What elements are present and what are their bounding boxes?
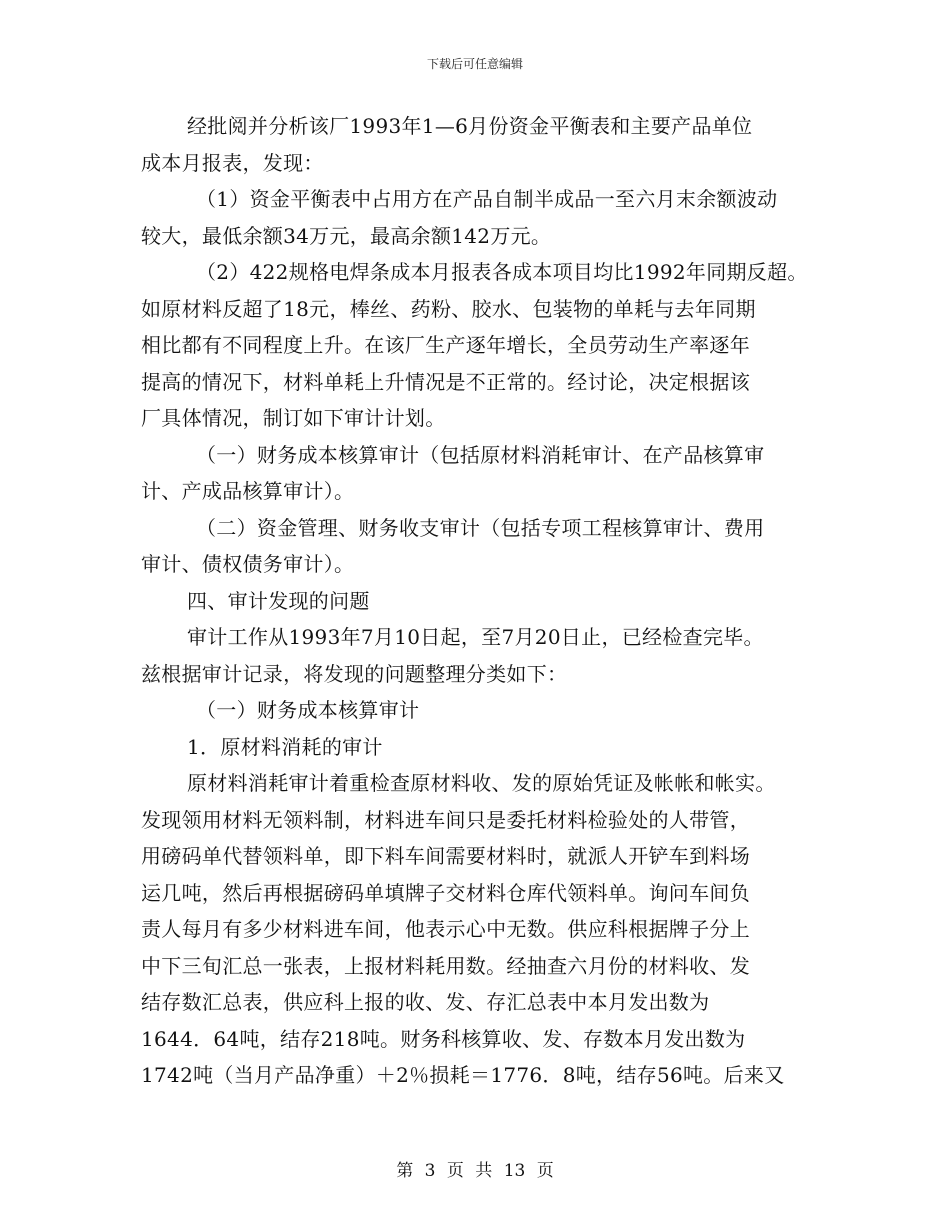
text-line: 四、审计发现的问题 bbox=[187, 588, 370, 613]
text-line: 提高的情况下，材料单耗上升情况是不正常的。经讨论，决定根据该 bbox=[141, 369, 750, 394]
text-line: （2）422规格电焊条成本月报表各成本项目均比1992年同期反超。 bbox=[196, 260, 808, 284]
text-line: 1742吨（当月产品净重）＋2％损耗＝1776．8吨，结存56吨。后来又 bbox=[141, 1063, 785, 1087]
text-line: 计、产成品核算审计）。 bbox=[141, 479, 355, 503]
text-line: 厂具体情况，制订如下审计计划。 bbox=[141, 406, 446, 430]
text-line: 结存数汇总表，供应科上报的收、发、存汇总表中本月发出数为 bbox=[141, 990, 710, 1014]
text-line: 运几吨，然后再根据磅码单填牌子交材料仓库代领料单。询问车间负 bbox=[141, 880, 750, 905]
text-line: 较大，最低余额34万元，最高余额142万元。 bbox=[141, 223, 552, 248]
text-line: 如原材料反超了18元，棒丝、药粉、胶水、包装物的单耗与去年同期 bbox=[141, 296, 756, 321]
document-body bbox=[141, 108, 841, 1094]
text-line: （一）财务成本核算审计（包括原材料消耗审计、在产品核算审 bbox=[196, 442, 765, 467]
text-line: （二）资金管理、财务收支审计（包括专项工程核算审计、费用 bbox=[196, 515, 765, 540]
text-line: 审计、债权债务审计）。 bbox=[141, 552, 355, 576]
text-line: 发现领用材料无领料制，材料进车间只是委托材料检验处的人带管， bbox=[141, 807, 750, 832]
text-line: 审计工作从1993年7月10日起，至7月20日止，已经检查完毕。 bbox=[187, 625, 764, 649]
text-line: （1）资金平衡表中占用方在产品自制半成品一至六月末余额波动 bbox=[196, 187, 778, 211]
text-line: 原材料消耗审计着重检查原材料收、发的原始凭证及帐帐和帐实。 bbox=[187, 771, 776, 795]
page-footer-page-number: 第 3 页 共 13 页 bbox=[396, 1161, 554, 1181]
text-line: 成本月报表，发现： bbox=[141, 150, 324, 175]
text-line: 相比都有不同程度上升。在该厂生产逐年增长，全员劳动生产率逐年 bbox=[141, 333, 750, 357]
text-line: （一）财务成本核算审计 bbox=[196, 698, 420, 722]
text-line: 经批阅并分析该厂1993年1—6月份资金平衡表和主要产品单位 bbox=[187, 114, 753, 138]
text-line: 责人每月有多少材料进车间，他表示心中无数。供应科根据牌子分上 bbox=[141, 917, 750, 941]
page-header: 下载后可任意编辑 bbox=[426, 57, 523, 71]
text-line: 1644．64吨，结存218吨。财务科核算收、发、存数本月发出数为 bbox=[141, 1026, 746, 1051]
text-line: 1．原材料消耗的审计 bbox=[187, 734, 383, 759]
text-line: 用磅码单代替领料单，即下料车间需要材料时，就派人开铲车到料场 bbox=[141, 844, 750, 868]
text-line: 兹根据审计记录，将发现的问题整理分类如下： bbox=[141, 661, 568, 686]
text-line: 中下三旬汇总一张表，上报材料耗用数。经抽查六月份的材料收、发 bbox=[141, 953, 750, 978]
